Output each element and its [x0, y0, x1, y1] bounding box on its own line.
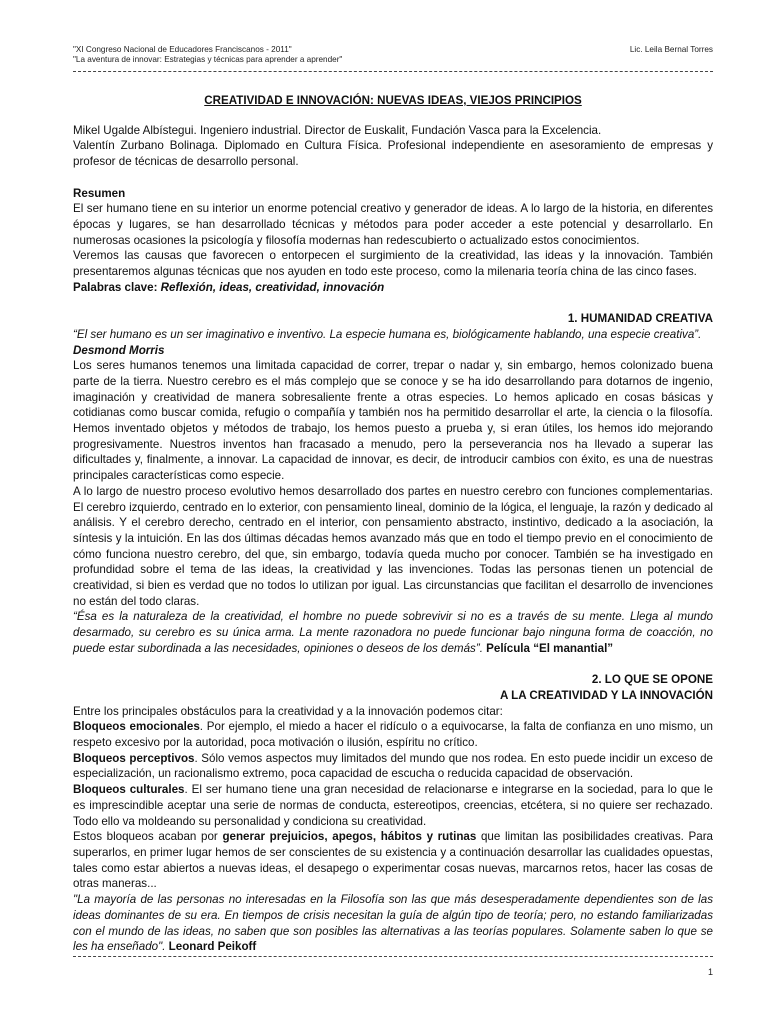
blocker-cultural-text: . El ser humano tiene una gran necesidad de relacionarse e integrarse en la sociedad, para lo que le es imprescindible aceptar una serie de normas de conducta, estereotipos, creencias, etcétera, si no quiere ser rechazado. Todo ello va moldeando su personalidad y condiciona su creatividad. — [73, 783, 713, 828]
spacer — [73, 295, 713, 311]
section-2-quote-text: "La mayoría de las personas no interesadas en la Filosofía son las que más desesperadamente dependientes son de las ideas dominantes de su era. En tiempos de crisis necesitan la guía de algún tipo de teoría; pero, no estando familiarizadas con el mundo de las ideas, no saben que son posibles las alternativas a las teorías populares. Solamente saben lo que se les ha enseñado". — [73, 893, 713, 954]
section-1-quote-2 — [73, 609, 713, 656]
quote-2-source: Película “El manantial” — [486, 641, 614, 655]
paragraph-post: que limitan las posibilidades creativas. Para superarlos, en primer lugar hemos de ser conscientes de su existencia y a continuación desarrollar las cualidades opuestas, tales como estar abiertos a nuevas ideas, el desapego o experimentar cosas nuevas, marcarnos retos, hacer las cosas de otras maneras... — [73, 830, 713, 891]
blocker-emotional — [73, 719, 713, 750]
spacer — [73, 657, 713, 673]
section-1-paragraph-2: A lo largo de nuestro proceso evolutivo hemos desarrollado dos partes en nuestro cerebro con funciones complementarias. El cerebro izquierdo, centrado en lo exterior, con pensamiento lineal, dominio de la lógica, el lenguaje, la razón y dedicado al análisis. Y el cerebro derecho, centrado en el interior, con pensamiento abstracto, instintivo, dedicado a la asociación, la síntesis y la intuición. En las dos últimas décadas hemos avanzado más que en todo el tiempo previo en el conocimiento de cómo funciona nuestro cerebro, del que, sin embargo, todavía queda mucho por conocer. También se ha investigado en profundidad sobre el tema de las ideas, la creatividad y las invenciones. Todas las personas tienen un potencial de creatividad, si bien es verdad que no todos lo utilizan por igual. Las circunstancias que facilitan el desarrollo de invenciones no están del todo claras. — [73, 484, 713, 608]
keywords-value: Reflexión, ideas, creatividad, innovación — [160, 280, 385, 294]
header-author: Lic. Leila Bernal Torres — [629, 45, 713, 54]
blocker-perceptive-label: Bloqueos perceptivos — [73, 751, 195, 765]
section-2-quote-author: Leonard Peikoff — [168, 940, 257, 954]
section-1-quote: “El ser humano es un ser imaginativo e inventivo. La especie humana es, biológicamente hablando, una especie creativa”. — [73, 327, 702, 341]
page-number: 1 — [707, 967, 713, 977]
document-page — [73, 0, 713, 1024]
keywords-line — [73, 280, 713, 296]
document-title: CREATIVIDAD E INNOVACIÓN: NUEVAS IDEAS, VIEJOS PRINCIPIOS — [204, 94, 582, 107]
section-2-intro: Entre los principales obstáculos para la creatividad y a la innovación podemos citar: — [73, 704, 503, 718]
resumen-paragraph-1: El ser humano tiene en su interior un enorme potencial creativo y generador de ideas. A lo largo de la historia, en diferentes épocas y lugares, se han desarrollado técnicas y métodos para poder acceder a este potencial y desarrollarlo. En numerosas ocasiones la psicología y filosofía modernas han redescubierto o actualizado estos conocimientos. — [73, 202, 713, 247]
section-2-paragraph — [73, 829, 713, 892]
header-tagline: "La aventura de innovar: Estrategias y técnicas para aprender a aprender" — [73, 55, 343, 64]
page-header — [73, 45, 713, 65]
header-divider — [73, 71, 713, 72]
blocker-perceptive — [73, 751, 713, 782]
spacer — [73, 170, 713, 186]
section-2-heading-line-1: 2. LO QUE SE OPONE — [591, 673, 713, 687]
blocker-perceptive-text: . Sólo vemos aspectos muy limitados del mundo que nos rodea. En esto puede incidir un exceso de especialización, un racionalismo extremo, poca capacidad de escucha o reducida capacidad de observación. — [73, 751, 713, 781]
paragraph-bold: generar prejuicios, apegos, hábitos y rutinas — [222, 830, 477, 844]
quote-2-text: “Ésa es la naturaleza de la creatividad, el hombre no puede sobrevivir si no es a través de su mente. Llega al mundo desarmado, su cerebro es su única arma. La mente razonadora no puede funcionar bajo ninguna forma de coacción, no puede estar subordinada a las necesidades, opiniones o deseos de los demás”. — [73, 610, 713, 655]
blocker-cultural — [73, 782, 713, 829]
footer-divider — [73, 956, 713, 957]
section-2-heading-line-2: A LA CREATIVIDAD Y LA INNOVACIÓN — [500, 688, 713, 702]
document-body — [73, 93, 713, 955]
author-line-2: Valentín Zurbano Bolinaga. Diplomado en Cultura Física. Profesional independiente en asesoramiento de empresas y profesor de técnicas de desarrollo personal. — [73, 139, 713, 169]
paragraph-pre: Estos bloqueos acaban por — [73, 830, 223, 844]
blocker-cultural-label: Bloqueos culturales — [73, 783, 185, 797]
section-2-quote — [73, 892, 713, 955]
resumen-paragraph-2: Veremos las causas que favorecen o entorpecen el surgimiento de la creatividad, las ideas y la innovación. También presentaremos algunas técnicas que nos ayuden en todo este proceso, como la milenaria teoría china de las cinco fases. — [73, 249, 713, 279]
keywords-label: Palabras clave: — [73, 280, 161, 294]
blocker-emotional-label: Bloqueos emocionales — [73, 720, 200, 734]
resumen-heading: Resumen — [73, 186, 126, 200]
header-congress: "XI Congreso Nacional de Educadores Franciscanos - 2011" — [73, 45, 292, 54]
section-1-heading: 1. HUMANIDAD CREATIVA — [567, 312, 713, 326]
blocker-emotional-text: . Por ejemplo, el miedo a hacer el ridículo o a equivocarse, la falta de confianza en uno mismo, un respeto excesivo por la autoridad, poca motivación o ilusión, espíritu no crítico. — [73, 720, 713, 750]
section-1-quote-author: Desmond Morris — [73, 343, 165, 357]
section-1-paragraph-1: Los seres humanos tenemos una limitada capacidad de correr, trepar o nadar y, sin embargo, hemos colonizado buena parte de la tierra. Nuestro cerebro es el más complejo que se conoce y se ha ido desarrollando para dotarnos de ingenio, imaginación y creatividad de manera sobresaliente frente a otras especies. Lo hemos aplicado en cosas básicas y cotidianas como buscar comida, refugio o compañía y también nos ha permitido desarrollar el arte, la ciencia o la filosofía. Hemos inventado objetos y métodos de trabajo, los hemos puesto a prueba y, si eran útiles, los hemos ido mejorando progresivamente. Nuestros inventos han fracasado a menudo, pero la perseverancia nos ha llevado a superar las dificultades y, finalmente, a innovar. La capacidad de innovar, es decir, de introducir cambios con éxito, es una de nuestras principales características como especie. — [73, 359, 713, 483]
author-line-1: Mikel Ugalde Albístegui. Ingeniero industrial. Director de Euskalit, Fundación Vasca para la Excelencia. — [73, 123, 602, 137]
